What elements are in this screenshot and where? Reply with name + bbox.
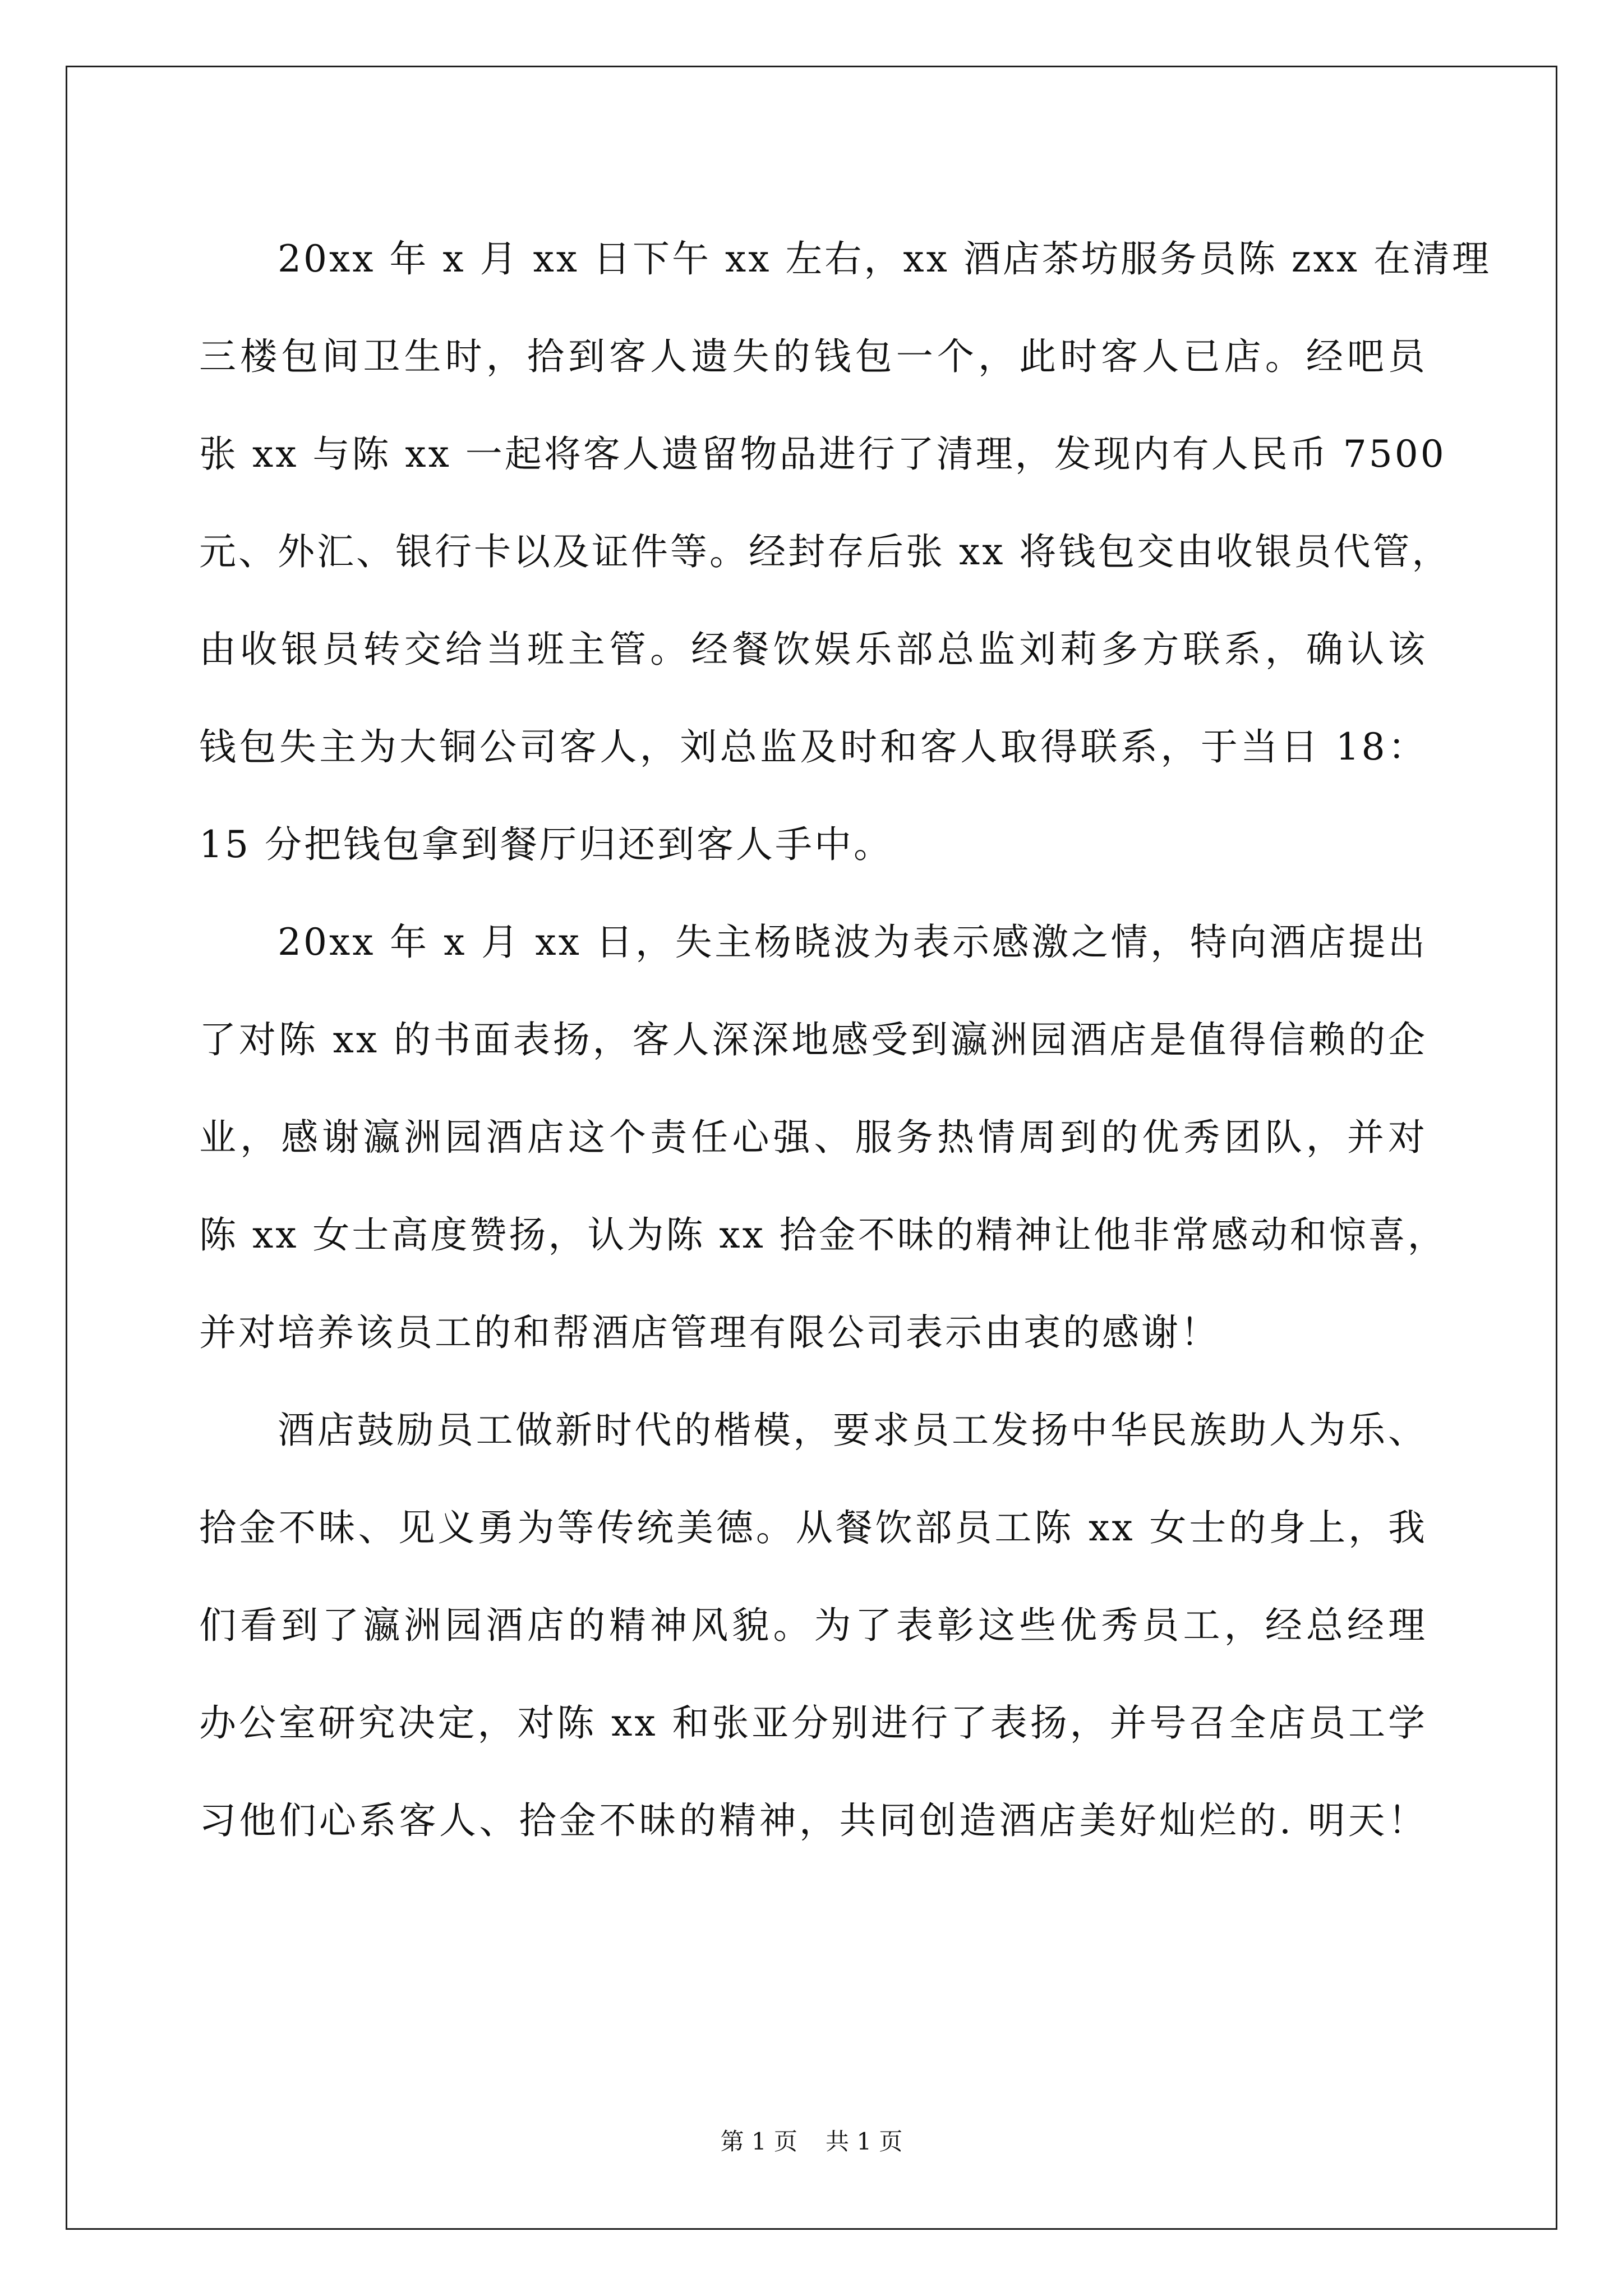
paragraph-3-line-2: 拾金不昧、见义勇为等传统美德。从餐饮部员工陈 xx 女士的身上，我 <box>199 1506 1427 1549</box>
paragraph-1-line-1: 20xx 年 x 月 xx 日下午 xx 左右，xx 酒店茶坊服务员陈 zxx 在清理 <box>278 237 1491 280</box>
page-number-total: 共 1 页 <box>826 2128 903 2155</box>
paragraph-3-line-4: 办公室研究决定，对陈 xx 和张亚分别进行了表扬，并号召全店员工学 <box>199 1701 1427 1745</box>
document-body <box>199 210 1491 1870</box>
page-footer <box>0 2126 1623 2157</box>
paragraph-2-line-2: 了对陈 xx 的书面表扬，客人深深地感受到瀛洲园酒店是值得信赖的企 <box>199 1018 1427 1061</box>
paragraph-2-line-4: 陈 xx 女士高度赞扬，认为陈 xx 拾金不昧的精神让他非常感动和惊喜， <box>199 1213 1447 1257</box>
paragraph-2-line-5: 并对培养该员工的和帮酒店管理有限公司表示由衷的感谢！ <box>199 1311 1220 1354</box>
paragraph-1-line-3: 张 xx 与陈 xx 一起将客人遗留物品进行了清理，发现内有人民币 7500 <box>199 432 1446 476</box>
paragraph-2-line-1: 20xx 年 x 月 xx 日，失主杨晓波为表示感激之情，特向酒店提出 <box>278 921 1427 964</box>
paragraph-1-line-7: 15 分把钱包拿到餐厅归还到客人手中。 <box>199 823 893 866</box>
paragraph-1-line-6: 钱包失主为大铜公司客人，刘总监及时和客人取得联系，于当日 18： <box>199 725 1427 769</box>
paragraph-3-line-1: 酒店鼓励员工做新时代的楷模，要求员工发扬中华民族助人为乐、 <box>278 1409 1427 1452</box>
paragraph-1-line-4: 元、外汇、银行卡以及证件等。经封存后张 xx 将钱包交由收银员代管， <box>199 530 1451 573</box>
paragraph-1-line-5: 由收银员转交给当班主管。经餐饮娱乐部总监刘莉多方联系，确认该 <box>199 628 1427 671</box>
paragraph-2-line-3: 业，感谢瀛洲园酒店这个责任心强、服务热情周到的优秀团队，并对 <box>199 1116 1427 1159</box>
paragraph-1-line-2: 三楼包间卫生时，拾到客人遗失的钱包一个，此时客人已店。经吧员 <box>199 335 1427 378</box>
page-number-current: 第 1 页 <box>720 2128 797 2155</box>
paragraph-3-line-5: 习他们心系客人、拾金不昧的精神，共同创造酒店美好灿烂的. 明天！ <box>199 1799 1427 1842</box>
paragraph-3-line-3: 们看到了瀛洲园酒店的精神风貌。为了表彰这些优秀员工，经总经理 <box>199 1604 1427 1647</box>
